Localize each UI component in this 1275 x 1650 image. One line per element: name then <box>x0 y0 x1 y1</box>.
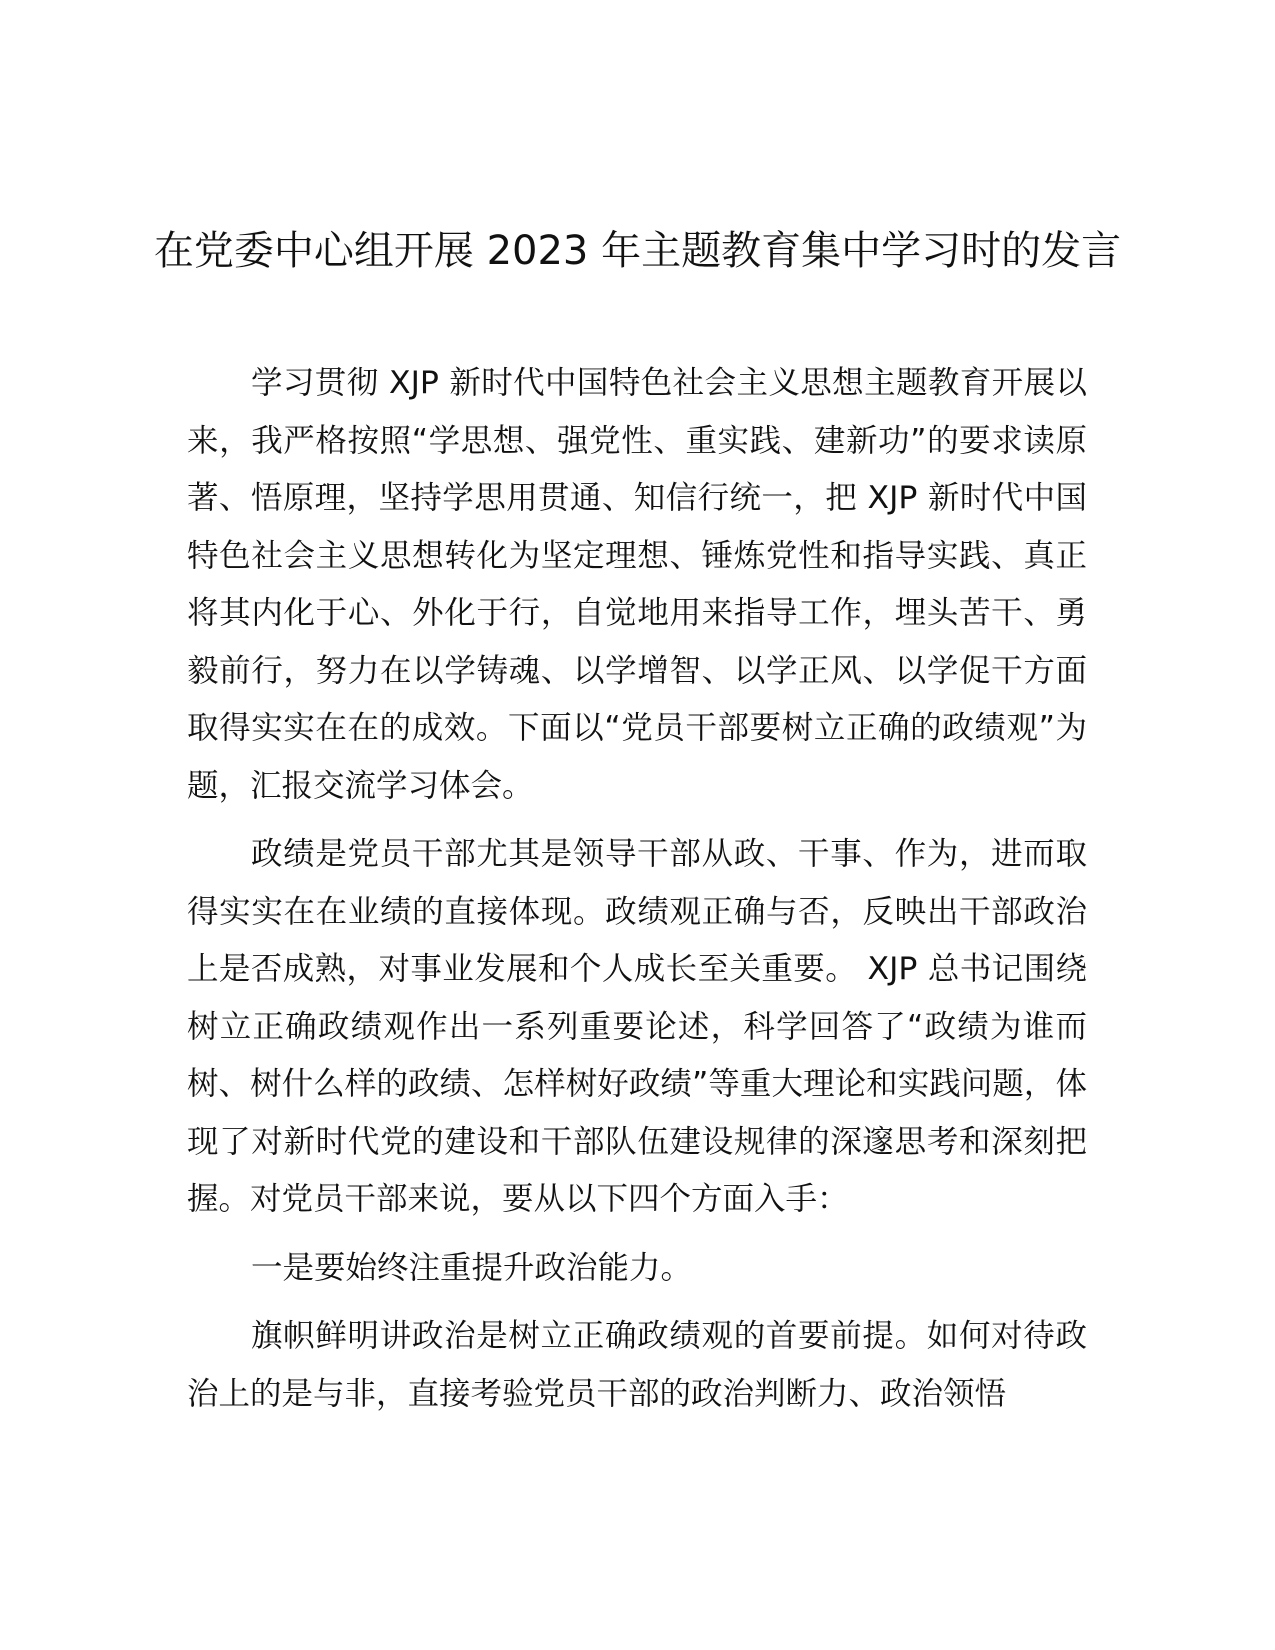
paragraph-intro: 学习贯彻 XJP 新时代中国特色社会主义思想主题教育开展以来，我严格按照“学思想、强党性、重实践、建新功”的要求读原著、悟原理，坚持学思用贯通、知信行统一，把 XJP 新时代中国特色社会主义思想转化为坚定理想、锤炼党性和指导实践、真正将其内化于心、外化于行，自觉地用来指导工作，埋头苦干、勇毅前行，努力在以学铸魂、以学增智、以学正风、以学促干方面取得实实在在的成效。下面以“党员干部要树立正确的政绩观”为题，汇报交流学习体会。 <box>187 365 1087 804</box>
page-title: 在党委中心组开展 2023 年主题教育集中学习时的发言 <box>153 228 1122 274</box>
document-body <box>187 355 1087 1434</box>
paragraph-point-one-body: 旗帜鲜明讲政治是树立正确政绩观的首要前提。如何对待政治上的是与非，直接考验党员干部的政治判断力、政治领悟 <box>187 1318 1087 1412</box>
paragraph-political-performance: 政绩是党员干部尤其是领导干部从政、干事、作为，进而取得实实在在业绩的直接体现。政绩观正确与否，反映出干部政治上是否成熟，对事业发展和个人成长至关重要。 XJP 总书记围绕树立正确政绩观作出一系列重要论述，科学回答了“政绩为谁而树、树什么样的政绩、怎样树好政绩”等重大理论和实践问题，体现了对新时代党的建设和干部队伍建设规律的深邃思考和深刻把握。对党员干部来说，要从以下四个方面入手： <box>187 836 1087 1217</box>
paragraph-point-one-heading: 一是要始终注重提升政治能力。 <box>251 1249 693 1286</box>
